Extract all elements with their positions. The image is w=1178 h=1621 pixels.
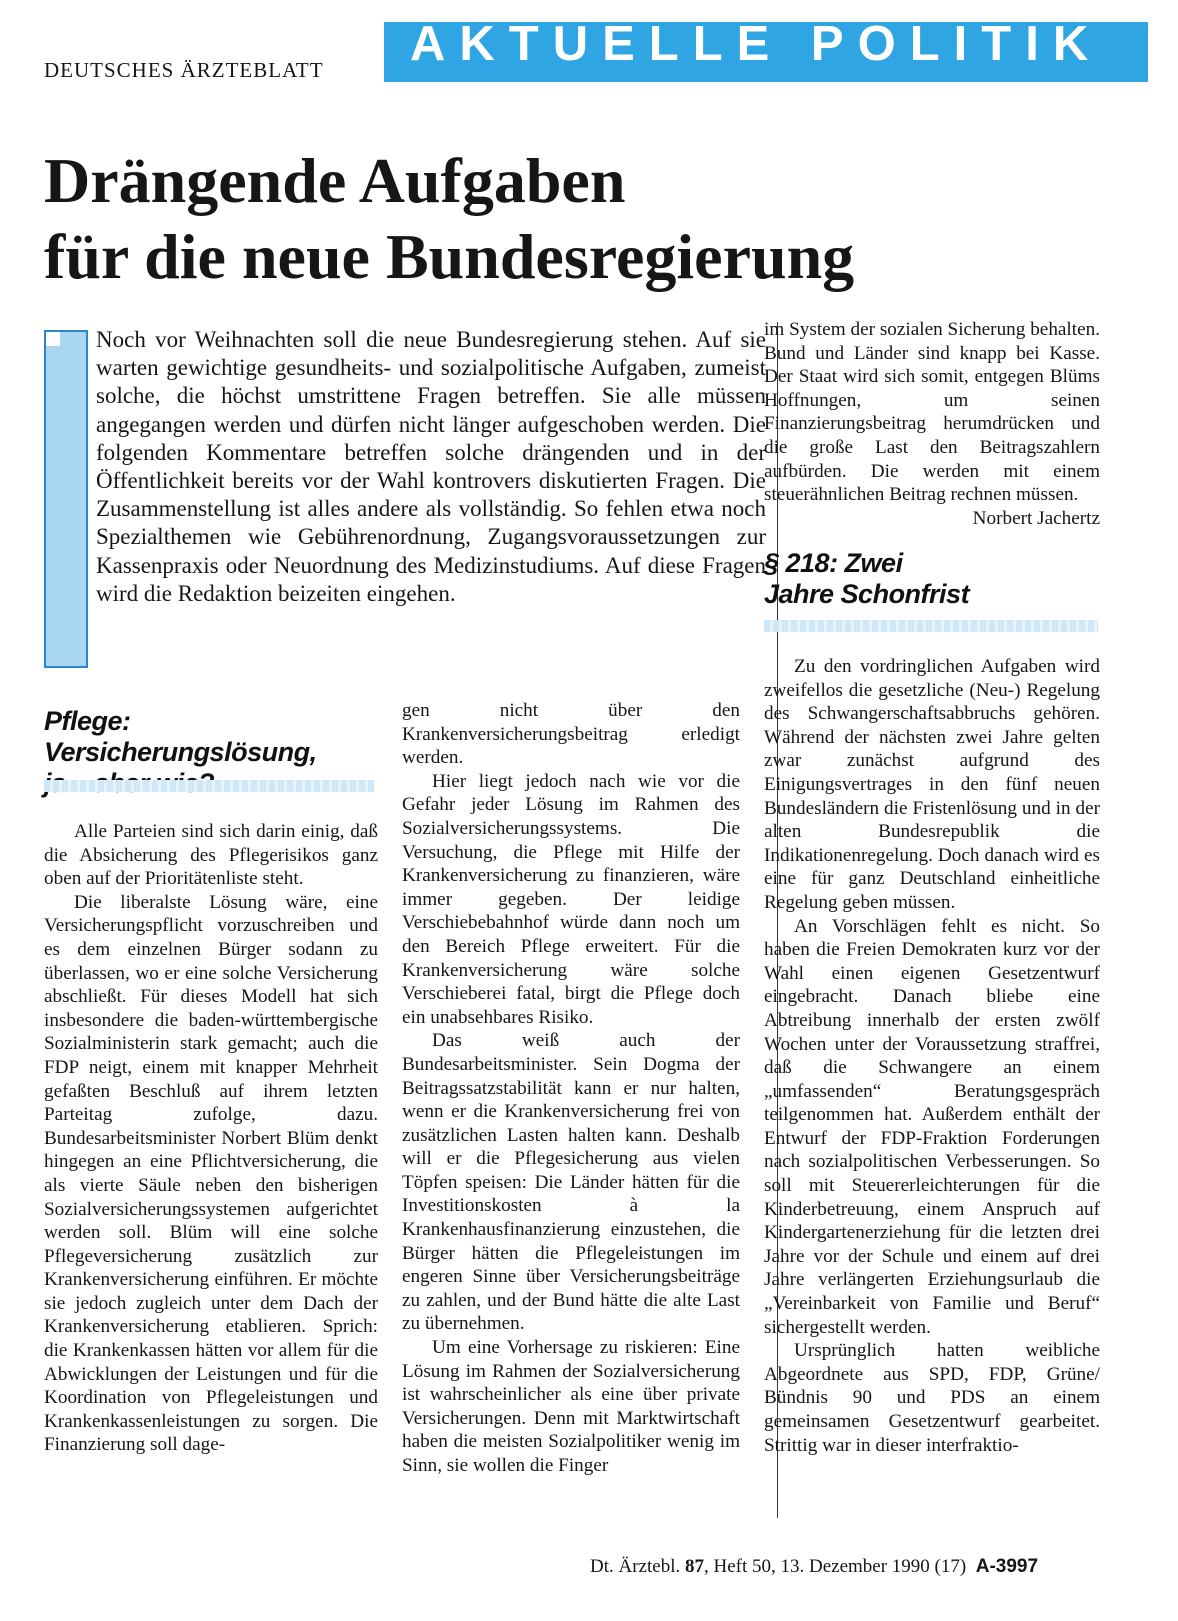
article-pflege-column-2	[402, 699, 740, 1478]
paragraph: gen nicht über den Krankenversicherungsbeitrag erledigt werden.	[402, 700, 740, 769]
paragraph: Zu den vordringlichen Aufgaben wird zweifellos die gesetzliche (Neu-) Regelung des Schwangerschaftsabbruchs gehören. Während der nächsten zwei Jahre gelten zwar zunächst aufgrund des Einigungsvertrages in den fünf neuen Bundesländern die Fristenlösung und in der alten Bundesrepublik die Indikationenregelung. Doch danach wird es eine für ganz Deutschland einheitliche Regelung geben müssen.	[764, 656, 1100, 913]
paragraph: An Vorschlägen fehlt es nicht. So haben die Freien Demokraten kurz vor der Wahl einen eigenen Gesetzentwurf eingebracht. Danach bliebe eine Abtreibung innerhalb der ersten zwölf Wochen unter der Voraussetzung straffrei, daß die Schwangere an einem „umfassenden“ Beratungsgespräch teilgenommen hat. Außerdem enthält der Entwurf der FDP-Fraktion Forderungen nach sozialpolitischen Verbesserungen. So soll mit Steuererleichterungen für die Kinderbetreuung, einem Anspruch auf Kindergartenerziehung für die letzten drei Jahre vor der Schule und einem auf drei Jahre verlängerten Erziehungsurlaub die „Vereinbarkeit von Familie und Beruf“ sichergestellt werden.	[764, 915, 1100, 1338]
headline-line1: Drängende Aufgaben	[44, 145, 626, 216]
article-pflege-title-line1: Pflege: Versicherungslösung,	[44, 706, 317, 767]
paragraph: Ursprünglich hatten weibliche Abgeordnete aus SPD, FDP, Grüne/ Bündnis 90 und PDS an einem gemeinsamen Gesetzentwurf gearbeitet. Strittig war in dieser interfraktio-	[764, 1340, 1100, 1456]
paragraph: Alle Parteien sind sich darin einig, daß die Absicherung des Pflegerisikos ganz oben auf der Prioritätenliste steht.	[44, 821, 378, 890]
article-218-column	[764, 655, 1100, 1457]
article-218-title-line2: Jahre Schonfrist	[764, 579, 970, 609]
author: Norbert Jachertz	[972, 507, 1100, 529]
paragraph: Die liberalste Lösung wäre, eine Versicherungspflicht vorzuschreiben und es dem einzelnen Bürger sodann zu überlassen, wo er eine solche Versicherung abschließt. Für dieses Modell hat sich insbesondere die baden-württembergische Sozialministerin stark gemacht; auch die FDP neigt, einem mit knapper Mehrheit gefaßten Beschluß auf ihrem letzten Parteitag zufolge, dazu. Bundesarbeitsminister Norbert Blüm denkt hingegen an eine Pflichtversicherung, die als vierte Säule neben den bisherigen Sozialversicherungssystemen aufgerichtet werden soll. Blüm will eine solche Pflegeversicherung zusätzlich zur Krankenversicherung einführen. Er möchte sie jedoch zugleich unter dem Dach der Krankenversicherung etablieren. Sprich: die Krankenkassen hätten vor allem für die Abwicklungen der Leistungen und für die Koordination von Pflegeleistungen und Krankenkassenleistungen zu sorgen. Die Finanzierung soll dage-	[44, 891, 378, 1456]
paragraph	[764, 318, 1100, 529]
article-218-title-line1: § 218: Zwei	[764, 548, 903, 578]
page-title	[44, 143, 1154, 295]
paragraph: Das weiß auch der Bundesarbeitsminister. Sein Dogma der Beitragssatzstabilität kann er nur halten, wenn er die Krankenversicherung frei von zusätzlichen Lasten halten kann. Deshalb will er die Pflegesicherung aus vielen Töpfen speisen: Die Länder hätten für die Investitionskosten à la Krankenhausfinanzierung einzustehen, die Bürger hätten die Pflegeleistungen im engeren Sinne über Versicherungsbeiträge zu zahlen, und der Bund hätte die alte Last zu übernehmen.	[402, 1030, 740, 1335]
footer-issue: , Heft 50, 13. Dezember 1990 (17)	[703, 1556, 967, 1577]
journal-name: DEUTSCHES ÄRZTEBLATT	[44, 58, 324, 82]
paragraph: Hier liegt jedoch nach wie vor die Gefahr jeder Lösung im Rahmen des Sozialversicherungssystems. Die Versuchung, die Pflege mit Hilfe der Krankenversicherung zu finanzieren, wäre immer gegeben. Der leidige Verschiebebahnhof würde dann noch um den Bereich Pflege erweitert. Für die Krankenversicherung wäre solche Verschieberei fatal, birgt die Pflege doch ein unabsehbares Risiko.	[402, 770, 740, 1028]
page-number: A-3997	[975, 1556, 1039, 1577]
footer-journal: Dt. Ärztebl.	[590, 1556, 681, 1577]
subtitle-blur	[764, 620, 1098, 632]
column-3-top	[764, 318, 1100, 530]
paragraph: Um eine Vorhersage zu riskieren: Eine Lösung im Rahmen der Sozialversicherung ist wahrscheinlicher als eine über private Versicherungen. Denn mit Marktwirtschaft haben die meisten Sozialpolitiker wenig im Sinn, sie wollen die Finger	[402, 1337, 740, 1476]
article-pflege-column-1	[44, 820, 378, 1457]
paragraph-text: im System der sozialen Sicherung behalten. Bund und Länder sind knapp bei Kasse. Der Staat wird sich somit, entgegen Blüms Hoffnungen, um seinen Finanzierungsbeitrag herumdrücken und die große Last den Beitragszahlern aufbürden. Die werden mit einem steuerähnlichen Beitrag rechnen müssen.	[764, 319, 1100, 506]
subtitle-blur	[44, 780, 374, 792]
intro-marker	[44, 330, 88, 668]
intro-text: Noch vor Weihnachten soll die neue Bundesregierung stehen. Auf sie warten gewichtige gesundheits- und sozialpolitische Aufgaben, zumeist solche, die höchst umstrittene Fragen betreffen. Sie alle müssen angegangen werden und dürfen nicht länger aufgeschoben werden. Die folgenden Kommentare betreffen solche drängenden und in der Öffentlichkeit bereits vor der Wahl kontrovers diskutierten Fragen. Die Zusammenstellung ist alles andere als vollständig. So fehlen etwa noch Spezialthemen wie Gebührenordnung, Zugangsvoraussetzungen zur Kassenpraxis oder Neuordnung des Medizinstudiums. Auf diese Fragen wird die Redaktion beizeiten eingehen.	[96, 327, 766, 606]
page-footer	[590, 1556, 1160, 1578]
article-218-title	[764, 548, 1094, 610]
headline-line2: für die neue Bundesregierung	[44, 221, 855, 292]
section-title: AKTUELLE POLITIK	[410, 17, 1103, 71]
footer-volume: 87	[684, 1556, 704, 1577]
section-banner	[384, 17, 1148, 82]
